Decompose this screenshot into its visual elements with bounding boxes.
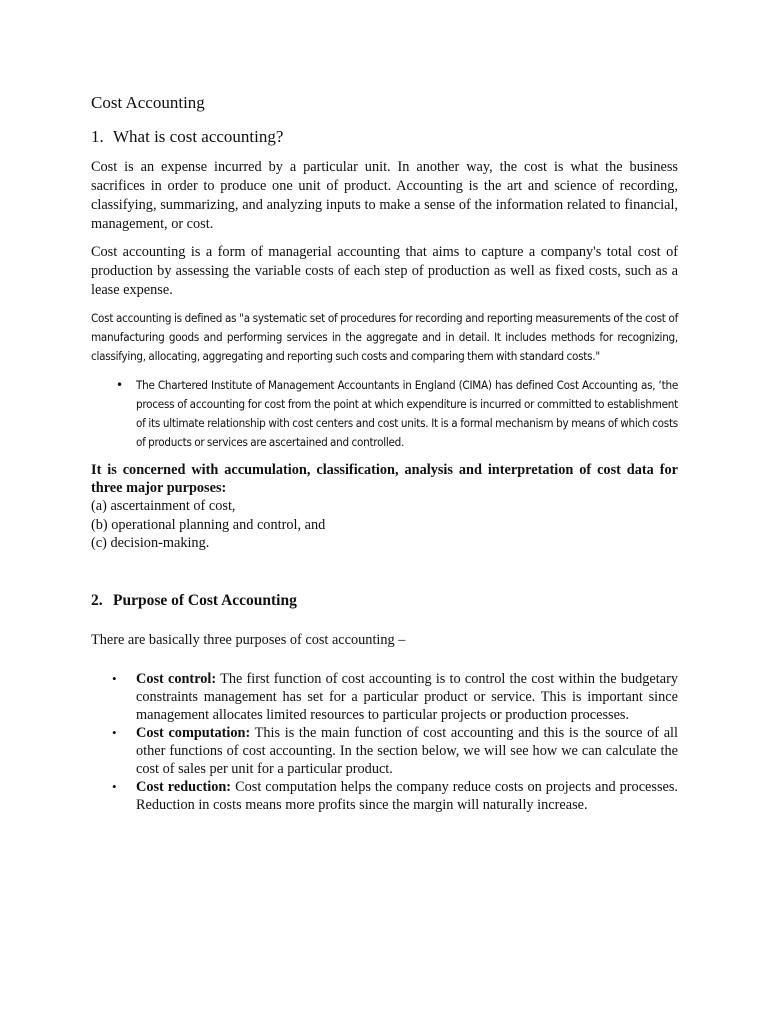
list-item-cost-control xyxy=(91,670,678,724)
purpose-list xyxy=(91,670,678,814)
list-item-cima xyxy=(91,376,678,452)
desc-cost-control: The first function of cost accounting is to control the cost within the budgetary constraints management has set for a particular product or service. This is important since management allocates limited resources to particular projects or production processes. xyxy=(136,670,678,723)
desc-cost-computation: This is the main function of cost accounting and this is the source of all other functions of cost accounting. In the section below, we will see how we can calculate the cost of sales per unit for a particular product. xyxy=(136,724,678,777)
bullet-icon: • xyxy=(112,724,117,740)
paragraph-cost-accounting-form: Cost accounting is a form of managerial accounting that aims to capture a company's total cost of production by assessing the variable costs of each step of production as well as fixed costs, such as a lease expense. xyxy=(91,244,678,298)
bullet-icon: • xyxy=(112,778,117,794)
term-cost-control: Cost control: xyxy=(136,670,217,687)
purpose-item-a: (a) ascertainment of cost, xyxy=(91,498,236,514)
term-cost-computation: Cost computation: xyxy=(136,724,251,741)
purposes-lead: It is concerned with accumulation, classification, analysis and interpretation of cost data for three major purposes: xyxy=(91,462,678,496)
list-item-cost-reduction xyxy=(91,778,678,814)
section-2-number: 2. xyxy=(91,591,103,609)
bullet-icon: • xyxy=(112,670,117,686)
document-title: Cost Accounting xyxy=(91,93,205,112)
list-item-cost-computation xyxy=(91,724,678,778)
section-2-intro: There are basically three purposes of cost accounting – xyxy=(91,631,406,648)
section-2-heading xyxy=(91,591,678,611)
desc-cost-reduction: Cost computation helps the company reduce costs on projects and processes. Reduction in costs means more profits since the margin will naturally increase. xyxy=(136,778,678,813)
section-1-heading-text: What is cost accounting? xyxy=(113,127,284,146)
purpose-item-c: (c) decision-making. xyxy=(91,535,210,551)
document-body xyxy=(91,92,678,814)
cima-definition-list xyxy=(91,376,678,452)
paragraph-cost-definition: Cost is an expense incurred by a particular unit. In another way, the cost is what the business sacrifices in order to produce one unit of product. Accounting is the art and science of recording, classifying, summarizing, and analyzing inputs to make a sense of the information related to financial, management, or cost. xyxy=(91,159,678,232)
section-1-heading xyxy=(91,126,678,148)
section-1-number: 1. xyxy=(91,127,104,146)
bullet-icon: • xyxy=(116,378,123,392)
cima-definition-text: The Chartered Institute of Management Accountants in England (CIMA) has defined Cost Accounting as, ‘the process of accounting for cost from the point at which expenditure is incurred or committed to establishment of its ultimate relationship with cost centers and cost units. It is a formal mechanism by means of which costs of products or services are ascertained and controlled. xyxy=(136,378,678,449)
section-2-heading-text: Purpose of Cost Accounting xyxy=(113,591,297,609)
term-cost-reduction: Cost reduction: xyxy=(136,778,232,795)
purpose-item-b: (b) operational planning and control, and xyxy=(91,516,326,533)
paragraph-formal-definition: Cost accounting is defined as "a systematic set of procedures for recording and reporting measurements of the cost of manufacturing goods and performing services in the aggregate and in detail. It includes methods for recognizing, classifying, allocating, aggregating and reporting such costs and comparing them with standard costs." xyxy=(91,311,678,363)
